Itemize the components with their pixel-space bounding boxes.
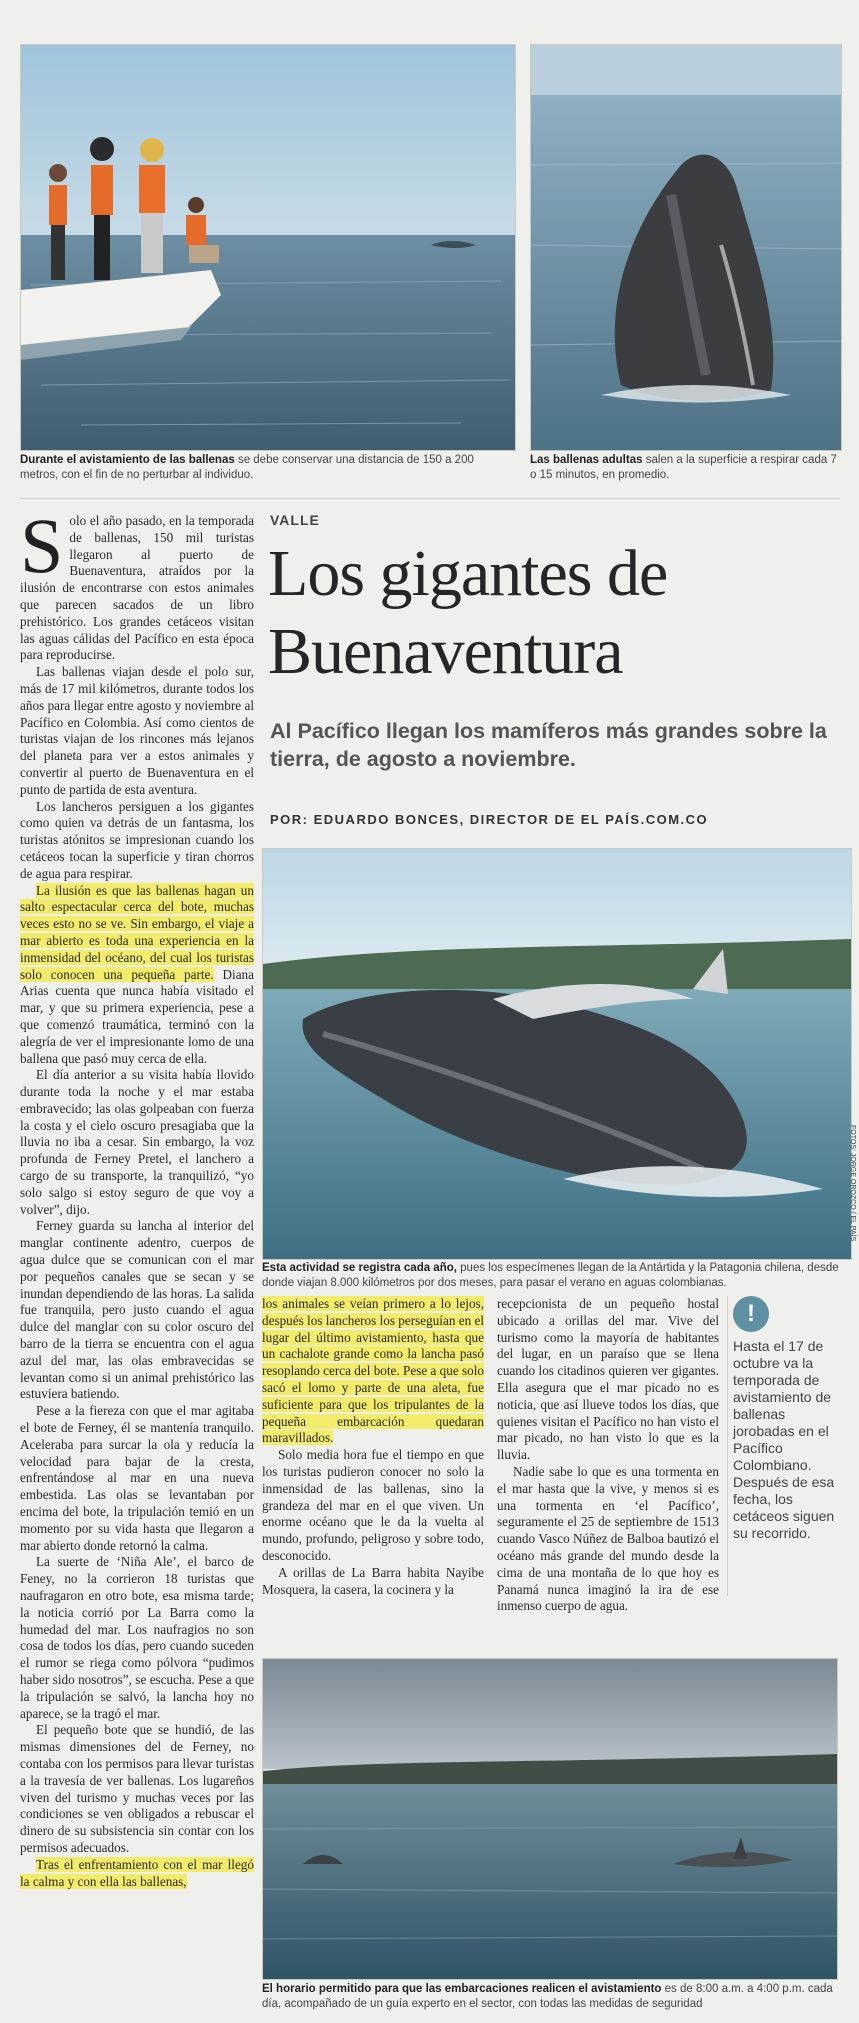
- paragraph: El día anterior a su visita había llovido durante toda la noche y el mar estaba embravecido; las olas golpeaban con fuerza la costa y el cielo oscuro presagiaba que la lluvia no iba a cesar. Sin embargo, la voz profunda de Ferney Pretel, el lanchero a cargo de su transporte, la tranquilizó, “yo solo salgo si estoy seguro de que voy a volver”, dijo.: [20, 1067, 254, 1217]
- sidebar-note: Hasta el 17 de octubre va la temporada de avistamiento de ballenas jorobadas en el Pacífico Colombiano. Después de esa fecha, los cetáceos siguen su recorrido.: [733, 1338, 835, 1541]
- paragraph: La suerte de ‘Niña Ale’, el barco de Feney, no la corrieron 18 turistas que naufragaron en otro bote, esa misma tarde; la noticia corrió por La Barra como la humedad del mar. Los naufragios no son cosa de todos los días, pero cuando suceden el rumor se riega como pólvora “pudimos haber sido nosotros”, se escucha. Pese a que la tripulación se salvó, la lancha hoy no aparece, se la tragó el mar.: [20, 1554, 254, 1721]
- photo-whales-bay-caption: [262, 1982, 836, 2012]
- caption-bold: El horario permitido para que las embarcaciones realicen el avistamiento: [262, 1983, 662, 1995]
- photo-tourists-boat: [20, 44, 516, 451]
- photo-whale-breaching-image: [263, 849, 851, 1259]
- paragraph: Las ballenas viajan desde el polo sur, más de 17 mil kilómetros, durante todos los años para llegar entre agosto y noviembre al Pacífico en Colombia. Así como cientos de turistas viajan de los rincones más lejanos del planeta para ver a estos animales y convertir al puerto de Buenaventura en el punto de partida de esta aventura.: [20, 664, 254, 797]
- paragraph: recepcionista de un pequeño hostal ubicado a orillas del mar. Vive del turismo como la mayoría de habitantes del lugar, en un paraíso que se llena cuando los citadinos quieren ver gigantes. Ella asegura que el mar picado no es noticia, que así llueve todos los días, que quienes visitan el Pacífico no han visto el mar picado, no han visto lo que es la lluvia.: [497, 1296, 719, 1463]
- paragraph-text: olo el año pasado, en la temporada de ballenas, 150 mil turistas llegaron al puerto de Buenaventura, atraídos por la ilusión de encontrarse con estos animales que parecen sacados de un libro prehistórico. Los grandes cetáceos visitan las aguas cálidas del Pacífico en esta época para reproducirse.: [20, 513, 254, 663]
- caption-bold: Las ballenas adultas: [530, 454, 643, 466]
- highlighted-text: La ilusión es que las ballenas hagan un salto espectacular cerca del bote, muchas veces esto no se ve. Sin embargo, el viaje a mar abierto es toda una experiencia en la inmensidad del océano, del cual los turistas solo conocen una pequeña parte.: [20, 882, 254, 982]
- headline: [268, 535, 848, 691]
- photo-whale-surfacing: [530, 44, 842, 451]
- drop-cap: S: [20, 502, 64, 589]
- exclamation-icon: !: [733, 1296, 769, 1332]
- caption-text: se debe conservar una distancia de 150 a 200 metros, con el fin de no perturbar al individuo.: [20, 454, 474, 481]
- paragraph-opening: [20, 502, 254, 664]
- headline-line: Los gigantes de: [268, 537, 668, 610]
- headline-line: Buenaventura: [268, 615, 623, 688]
- paragraph: Solo media hora fue el tiempo en que los turistas pudieron conocer no solo la inmensidad de las ballenas, sino la grandeza del mar en el que viven. Un enorme océano que le da la vuelta al mundo, profundo, peligroso y sobre todo, desconocido.: [262, 1447, 484, 1563]
- paragraph: Ferney guarda su lancha al interior del manglar continente adentro, cuerpos de agua dulce que se comunican con el mar por pequeños canales que se secan y se inundan dependiendo de las horas. La salida fue tranquila, pero justo cuando el agua dulce del manglar con su color oscuro del barro de la tierra se encuentra con el agua azul del mar, las olas embravecidas se levantan como si un animal prehistórico las estuviera batiendo.: [20, 1218, 254, 1402]
- sidebar-divider: [727, 1296, 728, 1596]
- paragraph-highlighted: [20, 883, 254, 1068]
- subheadline: Al Pacífico llegan los mamíferos más grandes sobre la tierra, de agosto a noviembre.: [270, 719, 827, 771]
- article-column-left: [20, 502, 254, 1890]
- paragraph-highlighted: [20, 1857, 254, 1891]
- photo-tourists-boat-image: [21, 45, 515, 450]
- article-column-right: [497, 1296, 719, 1615]
- photo-whale-surfacing-image: [531, 45, 841, 450]
- photo-whales-bay: [262, 1658, 838, 1980]
- highlighted-text: los animales se veían primero a lo lejos, después los lancheros los perseguían en el lugar del último avistamiento, hasta que un cachalote grande como la lancha pasó resoplando cerca del bote. Pese a que solo sacó el lomo y parte de una aleta, fue suficiente para que los tripulantes de la pequeña embarcación quedaran maravillados.: [262, 1296, 484, 1446]
- photo-credit: FOTOS: JORGE OROZCO / EL PAÍS: [849, 1125, 856, 1242]
- paragraph-text: Diana Arias cuenta que nunca había visitado el mar, y que su primera experiencia, pese a que comenzó traumática, terminó con la alegría de ver el impresionante lomo de una ballena que pasó muy cerca de ella.: [20, 966, 254, 1066]
- caption-bold: Esta actividad se registra cada año,: [262, 1262, 457, 1274]
- paragraph-highlighted: [262, 1296, 484, 1447]
- paragraph: A orillas de La Barra habita Nayibe Mosquera, la casera, la cocinera y la: [262, 1564, 484, 1597]
- caption-text: salen a la superficie a respirar cada 7 o 15 minutos, en promedio.: [530, 454, 837, 481]
- paragraph: Nadie sabe lo que es una tormenta en el mar hasta que la vive, y menos si es una tormenta en ‘el Pacífico’, seguramente el 25 de septiembre de 1513 cuando Vasco Núñez de Balboa bautizó el océano más grande del mundo desde la cima de una montaña de lo que hoy es Panamá nunca imaginó la ira de ese inmenso cuerpo de agua.: [497, 1463, 719, 1614]
- highlighted-text: Tras el enfrentamiento con el mar llegó la calma y con ella las ballenas,: [20, 1856, 254, 1889]
- paragraph: Los lancheros persiguen a los gigantes como quien va detrás de un fantasma, los turistas atónitos se impresionan cuando los cetáceos tocan la superficie y tiran chorros de agua para respirar.: [20, 798, 254, 881]
- caption-bold: Durante el avistamiento de las ballenas: [20, 454, 235, 466]
- photo-whale-breaching: [262, 848, 852, 1260]
- article-column-middle: [262, 1296, 484, 1598]
- photo-whales-bay-image: [263, 1659, 837, 1979]
- caption-text: pues los especímenes llegan de la Antártida y la Patagonia chilena, desde donde viajan 8.000 kilómetros por dos meses, para pasar el verano en aguas colombianas.: [262, 1262, 839, 1289]
- caption-text: es de 8:00 a.m. a 4:00 p.m. cada día, acompañado de un guía experto en el sector, con todas las medidas de seguridad: [262, 1983, 833, 2010]
- divider-rule: [20, 498, 840, 499]
- photo-whale-breaching-caption: [262, 1261, 850, 1291]
- paragraph: El pequeño bote que se hundió, de las mismas dimensiones del de Ferney, no contaba con los permisos para llevar turistas a la travesía de ver ballenas. Los lugareños viven del turismo y muchas veces por las condiciones se ven obligados a rebuscar el dinero de su subsistencia sin contar con los permisos adecuados.: [20, 1722, 254, 1855]
- photo-tourists-boat-caption: [20, 453, 514, 483]
- paragraph: Pese a la fiereza con que el mar agitaba el bote de Ferney, él se mantenía tranquilo. Aceleraba para surcar la ola y reducía la velocidad para bajar de la cresta, enfrentándose al mar en una nueva embestida. Las olas se levantaban por encima del bote, la tripulación temió en un momento por su vida hasta que llegaron a mar abierto donde retornó la calma.: [20, 1403, 254, 1553]
- photo-whale-surfacing-caption: [530, 453, 840, 483]
- section-label: VALLE: [270, 512, 320, 528]
- byline: POR: EDUARDO BONCES, DIRECTOR DE EL PAÍS.COM.CO: [270, 812, 709, 827]
